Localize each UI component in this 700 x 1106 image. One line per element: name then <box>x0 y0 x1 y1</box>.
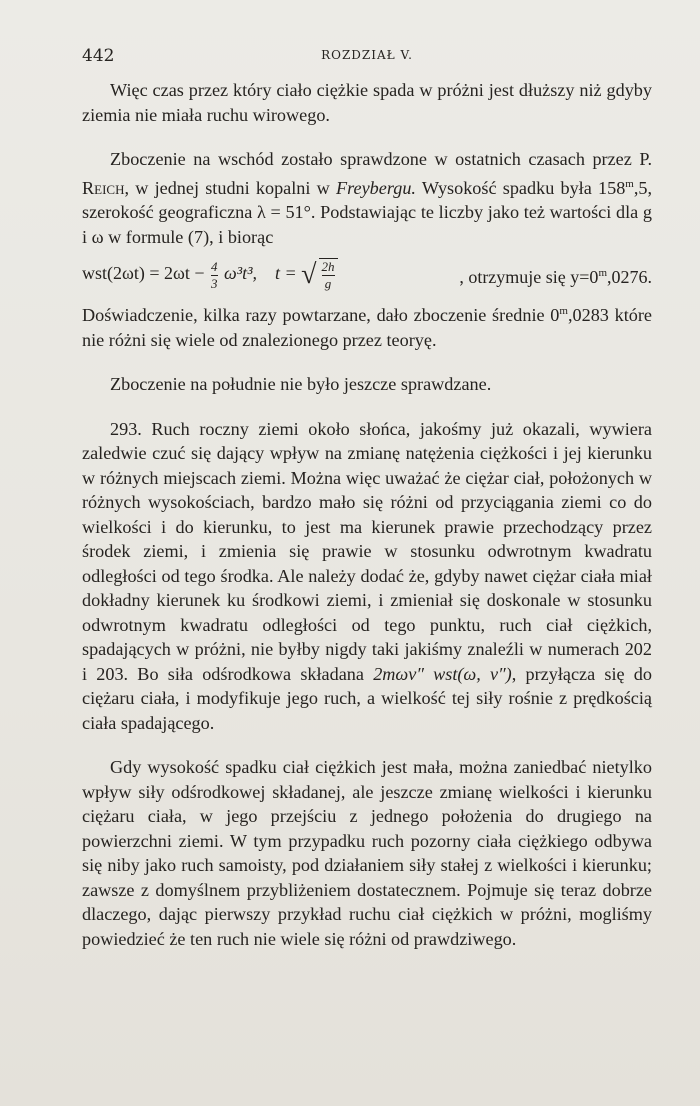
force-expression: 2mωv″ wst(ω, v″) <box>373 663 512 684</box>
paragraph-3: Doświadczenie, kilka razy powtarzane, dało zboczenie średnie 0$^m$,0283 które nie różni się wiele od znalezionego przez teoryę. <box>82 305 652 350</box>
paragraph-5: 293. Ruch roczny ziemi około słońca, jakośmy już okazali, wywiera zaledwie czuć się dający wpływ na zmianę natężenia ciężkości i jej kierunku w różnych miejscach ziemi. Można więc uważać że ciężar ciał, położonych w różnych wysokościach, bardzo mało się różni od przyciągania ziemi co do wielkości i do kierunku, to jest ma kierunek prawie przechodzący przez środek ziemi, i zmienia się prawie w stosunku odwrotnym kwadratu odległości od tego środka. Ale należy dodać że, gdyby nawet ciężar ciała miał dokładny kierunek ku środkowi ziemi, i zmieniał się doskonale w stosunku odwrotnym kwadratu odległości od tego punktu, ruch ciał ciężkich, spadających w próżni, nie byłby nigdy taki jakiśmy znaleźli w numerach 202 i 203. Bo siła odśrodkowa składana 2mωv″ wst(ω, v″), przyłącza się do ciężaru ciała, i modyfikuje jego ruch, a wielkość tej siły rośnie z prędkością ciała spadającego. <box>82 418 652 733</box>
paragraph-2: Zboczenie na wschód zostało sprawdzone w ostatnich czasach przez P. Reich, w jednej studni kopalni w Freybergu. Wysokość spadku była 158$^m$,5, szerokość geograficzna λ = 51°. Podstawiając te liczby jako też wartości dla g i ω w formule (7), i biorąc <box>82 149 653 247</box>
body-text <box>82 78 652 951</box>
page-number: 442 <box>82 46 115 66</box>
formula-line <box>82 253 652 297</box>
paragraph-4: Zboczenie na południe nie było jeszcze sprawdzane. <box>110 374 492 395</box>
formula: wst(2ωt) = 2ωt − $\frac{4}{3}$ ω³t³, t = √ $\frac{2h}{g}$ <box>82 258 340 292</box>
paragraph-1: Więc czas przez który ciało ciężkie spada w próżni jest dłuższy niż gdyby ziemia nie miała ruchu wirowego. <box>82 80 652 125</box>
fraction: $\frac{4}{3}$ <box>211 258 218 291</box>
place-name: Freybergu. <box>336 177 416 198</box>
formula-result: , otrzymuje się $y=0^m,0276$. <box>459 266 652 287</box>
page-header <box>82 46 652 66</box>
square-root: √ $\frac{2h}{g}$ <box>301 258 339 292</box>
paragraph-6: Gdy wysokość spadku ciał ciężkich jest mała, można zaniedbać nietylko wpływ siły odśrodkowej składanej, ale jeszcze zmianę wielkości i kierunku ciężaru ciała, w jego przejściu z jednego położenia do drugiego na powierzchni ziemi. W tym przypadku ruch pozorny ciała ciężkiego odbywa się niby jako ruch samoisty, pod działaniem siły stałej z wielkości i kierunku; zawsze z domyślnem przybliżeniem dostatecznem. Pojmuje się teraz dobrze dlaczego, dając pierwszy przykład ruchu ciał ciężkich w próżni, mogliśmy powiedzieć że ten ruch nie wiele się różni od prawdziwego. <box>82 757 652 949</box>
running-head: ROZDZIAŁ V. <box>321 48 413 62</box>
author-name: Reich, <box>82 177 130 198</box>
